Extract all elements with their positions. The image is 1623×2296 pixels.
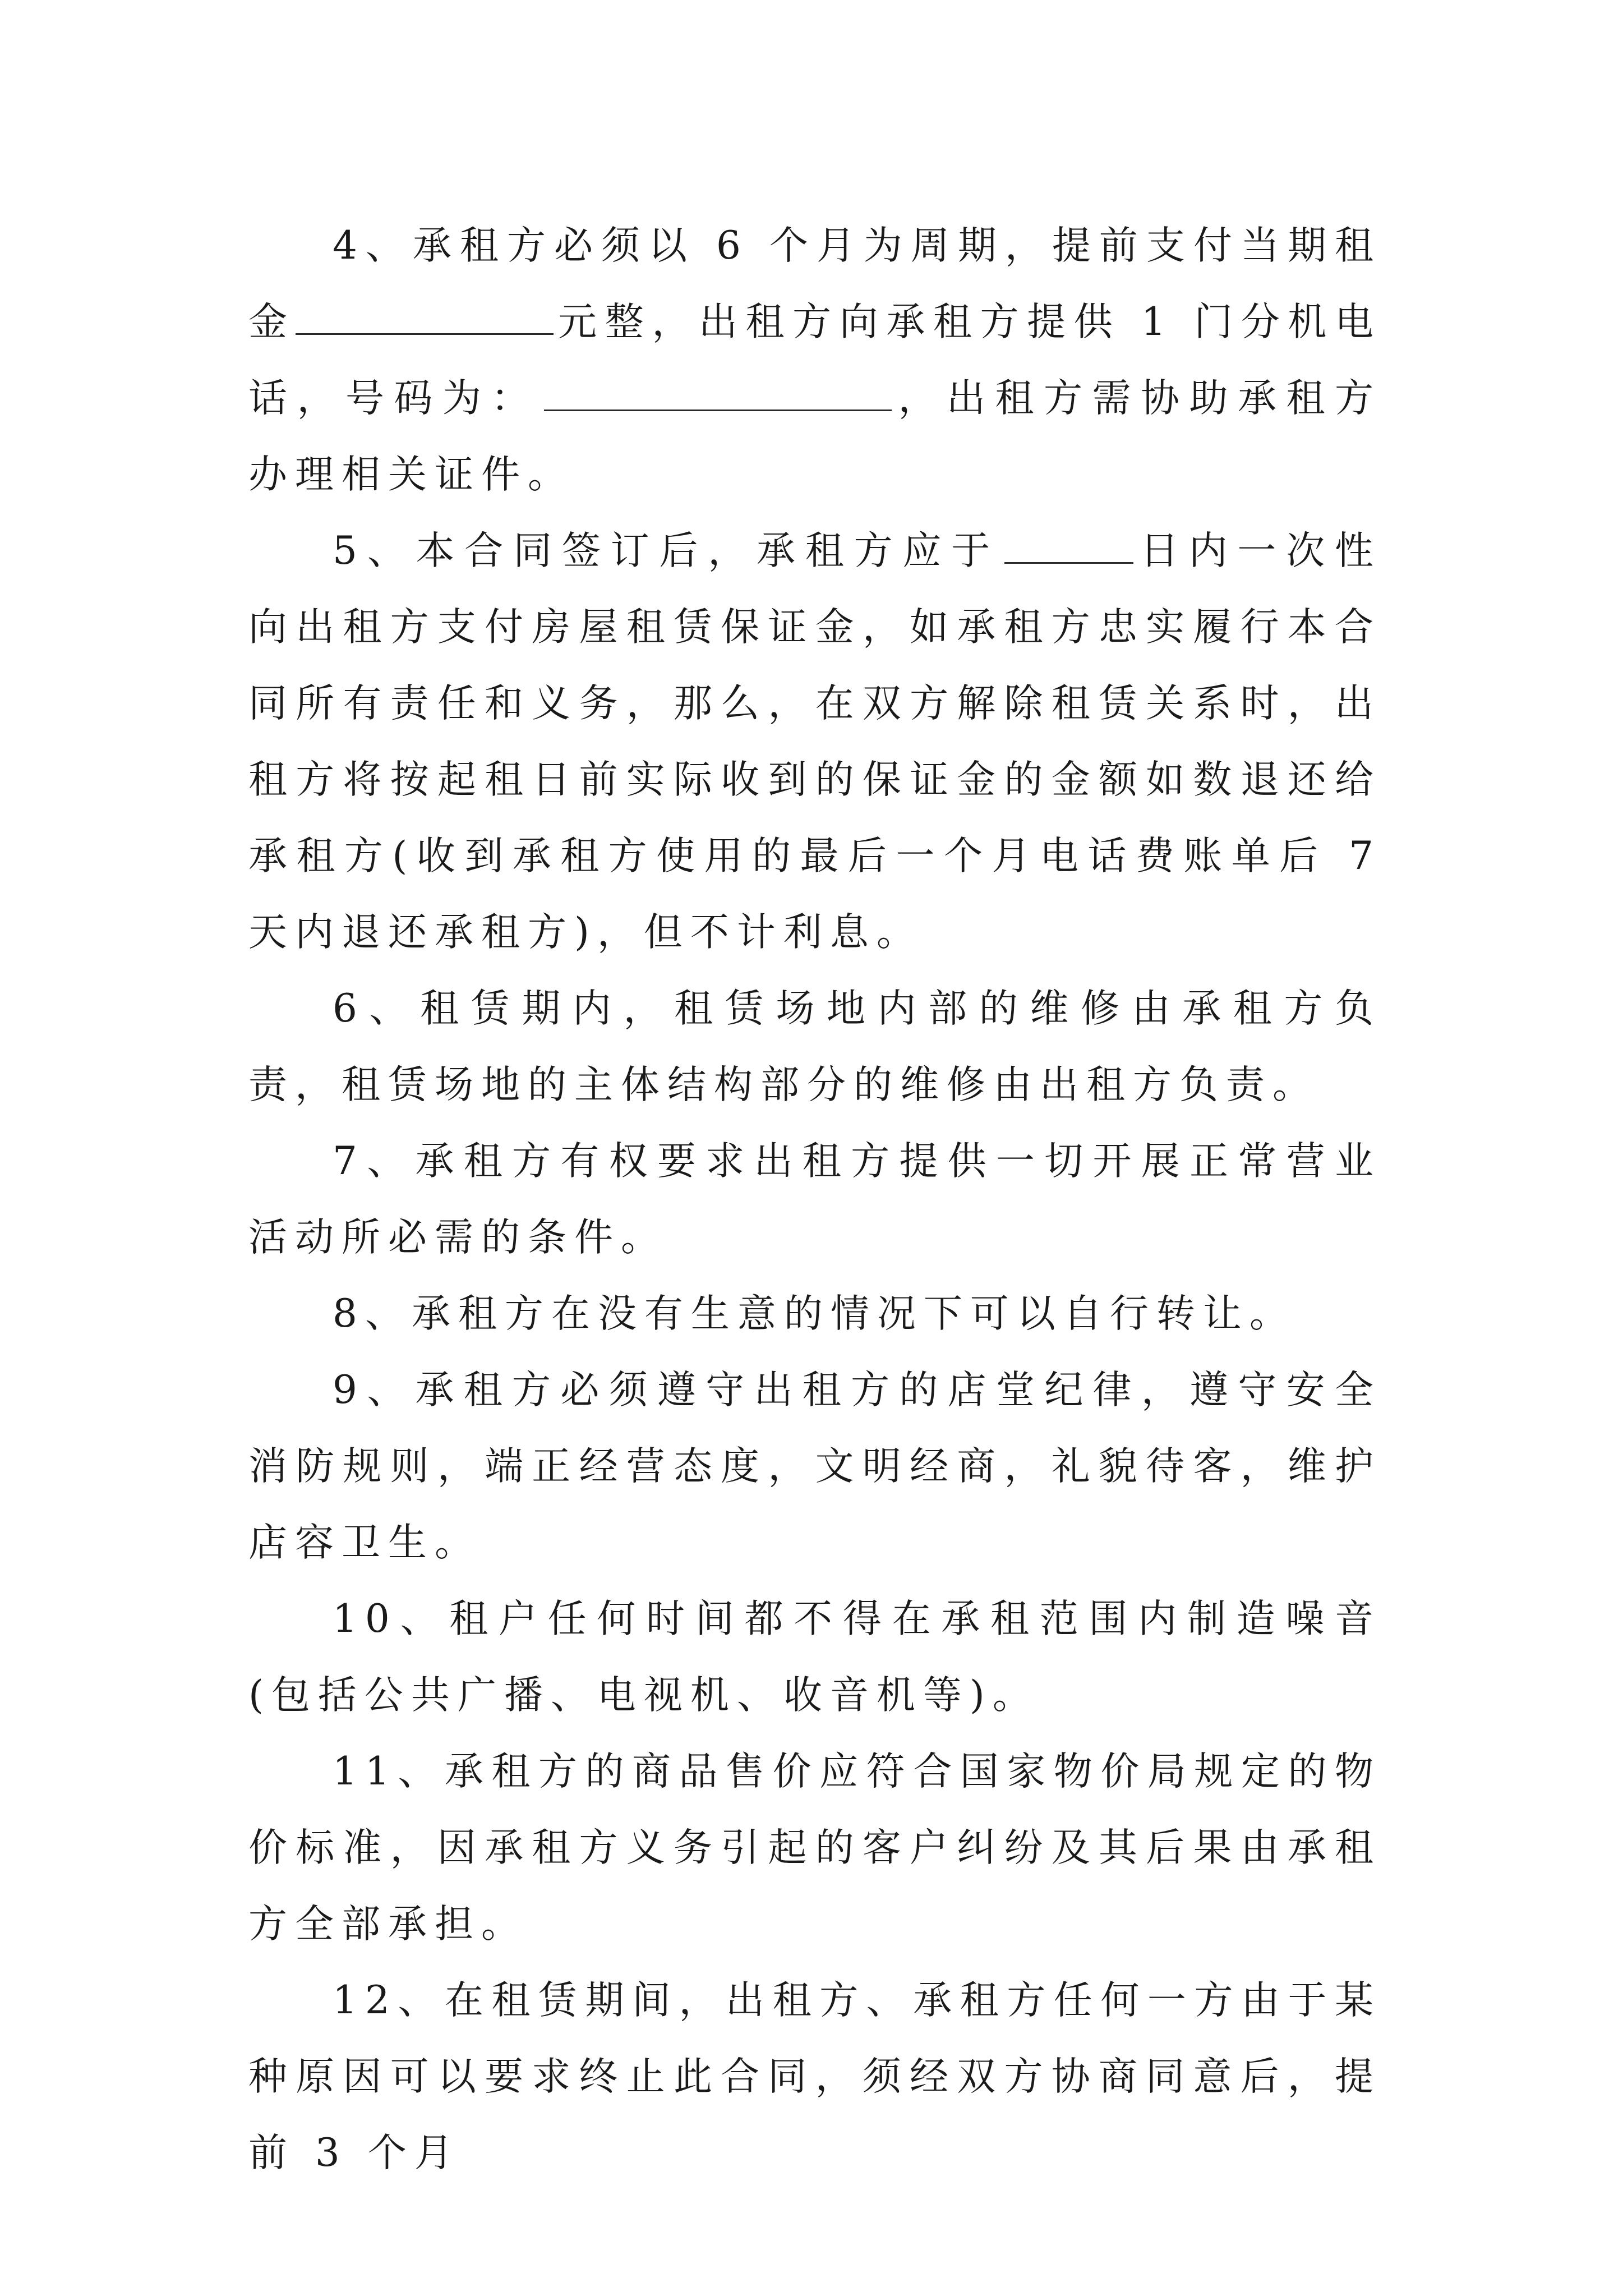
paragraph-text: 9、承租方必须遵守出租方的店堂纪律，遵守安全消防规则，端正经营态度，文明经商，礼貌待客，维护店容卫生。	[248, 1368, 1381, 1565]
paragraph-clause-5	[248, 513, 1381, 970]
paragraph-text: 7、承租方有权要求出租方提供一切开展正常营业活动所必需的条件。	[248, 1139, 1381, 1260]
paragraph-text: 12、在租赁期间，出租方、承租方任何一方由于某种原因可以要求终止此合同，须经双方协商同意后，提前 3 个月	[248, 1978, 1381, 2175]
paragraph-text: ，出租方需协助承租方办理相关证件。	[248, 376, 1381, 497]
paragraph-clause-6	[248, 970, 1381, 1123]
paragraph-text: 4、承租方必须以 6 个月为周期，提前支付当期租金	[248, 223, 1381, 344]
paragraph-text: 10、租户任何时间都不得在承租范围内制造噪音(包括公共广播、电视机、收音机等)。	[248, 1596, 1381, 1718]
document-body	[248, 208, 1381, 2191]
paragraph-text: 元整，出租方向承租方提供 1 门分机电话，号码为：	[248, 300, 1381, 421]
paragraph-text: 日内一次性向出租方支付房屋租赁保证金，如承租方忠实履行本合同所有责任和义务，那么，在双方解除租赁关系时，出租方将按起租日前实际收到的保证金的金额如数退还给承租方(收到承租方使用的最后一个月电话费账单后 7 天内退还承租方)，但不计利息。	[248, 528, 1382, 955]
paragraph-clause-11	[248, 1733, 1381, 1962]
paragraph-text: 8、承租方在没有生意的情况下可以自行转让。	[333, 1291, 1296, 1336]
paragraph-clause-10	[248, 1581, 1381, 1733]
paragraph-clause-7	[248, 1123, 1381, 1276]
fill-in-blank-phone	[544, 376, 892, 411]
paragraph-clause-12	[248, 1962, 1381, 2191]
fill-in-blank-rent	[296, 300, 554, 335]
paragraph-clause-8	[248, 1276, 1381, 1352]
paragraph-clause-9	[248, 1352, 1381, 1581]
paragraph-text: 11、承租方的商品售价应符合国家物价局规定的物价标准，因承租方义务引起的客户纠纷及其后果由承租方全部承担。	[248, 1749, 1381, 1947]
paragraph-text: 6、租赁期内，租赁场地内部的维修由承租方负责，租赁场地的主体结构部分的维修由出租方负责。	[248, 986, 1381, 1107]
fill-in-blank-days	[1004, 528, 1133, 564]
paragraph-text: 5、本合同签订后，承租方应于	[333, 528, 1000, 573]
paragraph-clause-4	[248, 208, 1381, 513]
